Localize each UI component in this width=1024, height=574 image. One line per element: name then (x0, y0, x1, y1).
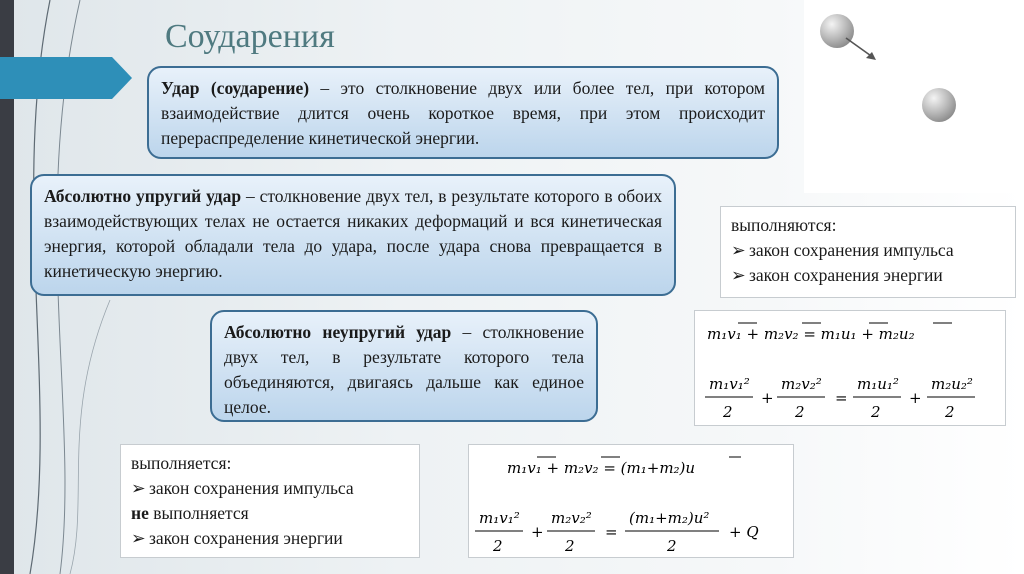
elastic-formulas-box (694, 310, 1006, 426)
svg-text:m₁v₁ + m₂v₂ = m₁u₁ + m₂u₂: m₁v₁ + m₂v₂ = m₁u₁ + m₂u₂ (707, 325, 915, 343)
inelastic-laws-box (120, 444, 420, 558)
definition-collision (147, 66, 779, 159)
svg-text:m₁v₁ + m₂v₂ = (m₁+m₂)u: m₁v₁ + m₂v₂ = (m₁+m₂)u (507, 459, 696, 477)
svg-text:m₂v₂²: m₂v₂² (781, 375, 822, 393)
definition-elastic (30, 174, 676, 296)
definition-inelastic (210, 310, 598, 422)
svg-text:2: 2 (667, 537, 677, 555)
svg-text:2: 2 (871, 403, 881, 421)
collision-illustration (804, 0, 1024, 193)
svg-text:2: 2 (723, 403, 733, 421)
svg-text:+: + (761, 389, 774, 407)
svg-text:2: 2 (493, 537, 503, 555)
page-title: Соударения (165, 18, 335, 55)
svg-text:+ Q: + Q (729, 523, 759, 541)
target-ball (922, 88, 956, 122)
collision-term: Удар (соударение) (161, 78, 310, 98)
svg-text:m₂u₂²: m₂u₂² (931, 375, 973, 393)
elastic-laws-box (720, 206, 1016, 298)
svg-text:m₂v₂²: m₂v₂² (551, 509, 592, 527)
inelastic-term: Абсолютно неупругий удар (224, 322, 452, 342)
collision-text: – это столкновение двух или более тел, при котором взаимодействие длится очень короткое время, при этом происходит перераспределение кинетической энергии. (161, 78, 765, 148)
arrow-bullet-icon: ➢ (131, 477, 146, 498)
direction-arrow-icon (844, 36, 884, 66)
inelastic-law-2: ➢ закон сохранения энергии (131, 526, 409, 551)
elastic-formulas (695, 311, 1005, 425)
svg-text:=: = (835, 389, 848, 407)
svg-text:2: 2 (945, 403, 955, 421)
svg-text:m₁u₁²: m₁u₁² (857, 375, 899, 393)
title-arrow-tab (0, 57, 132, 99)
svg-text:(m₁+m₂)u²: (m₁+m₂)u² (629, 509, 710, 527)
elastic-text: – столкновение двух тел, в результате которого в обоих взаимодействующих телах не остается никаких деформаций и вся кинетическая энергия, которой обладали тела до удара, после удара снова превращается в кинетическую энергию. (44, 186, 662, 281)
svg-text:+: + (531, 523, 544, 541)
elastic-law-2: ➢ закон сохранения энергии (731, 263, 1005, 288)
svg-text:m₁v₁²: m₁v₁² (709, 375, 750, 393)
svg-text:2: 2 (565, 537, 575, 555)
inelastic-formulas (469, 445, 793, 557)
arrow-bullet-icon: ➢ (731, 264, 746, 285)
svg-text:2: 2 (795, 403, 805, 421)
elastic-laws-heading: выполняются: (731, 215, 837, 235)
not-fulfilled-line: не выполняется (131, 502, 249, 523)
arrow-bullet-icon: ➢ (731, 239, 746, 260)
inelastic-text: – столкновение двух тел, в результате которого тела объединяются, двигаясь дальше как единое целое. (224, 322, 584, 417)
svg-text:=: = (605, 523, 618, 541)
arrow-bullet-icon: ➢ (131, 527, 146, 548)
svg-text:m₁v₁²: m₁v₁² (479, 509, 520, 527)
inelastic-laws-heading: выполняется: (131, 453, 232, 473)
inelastic-formulas-box (468, 444, 794, 558)
elastic-term: Абсолютно упругий удар (44, 186, 242, 206)
elastic-law-1: ➢ закон сохранения импульса (731, 238, 1005, 263)
inelastic-law-1: ➢ закон сохранения импульса (131, 476, 409, 501)
svg-text:+: + (909, 389, 922, 407)
